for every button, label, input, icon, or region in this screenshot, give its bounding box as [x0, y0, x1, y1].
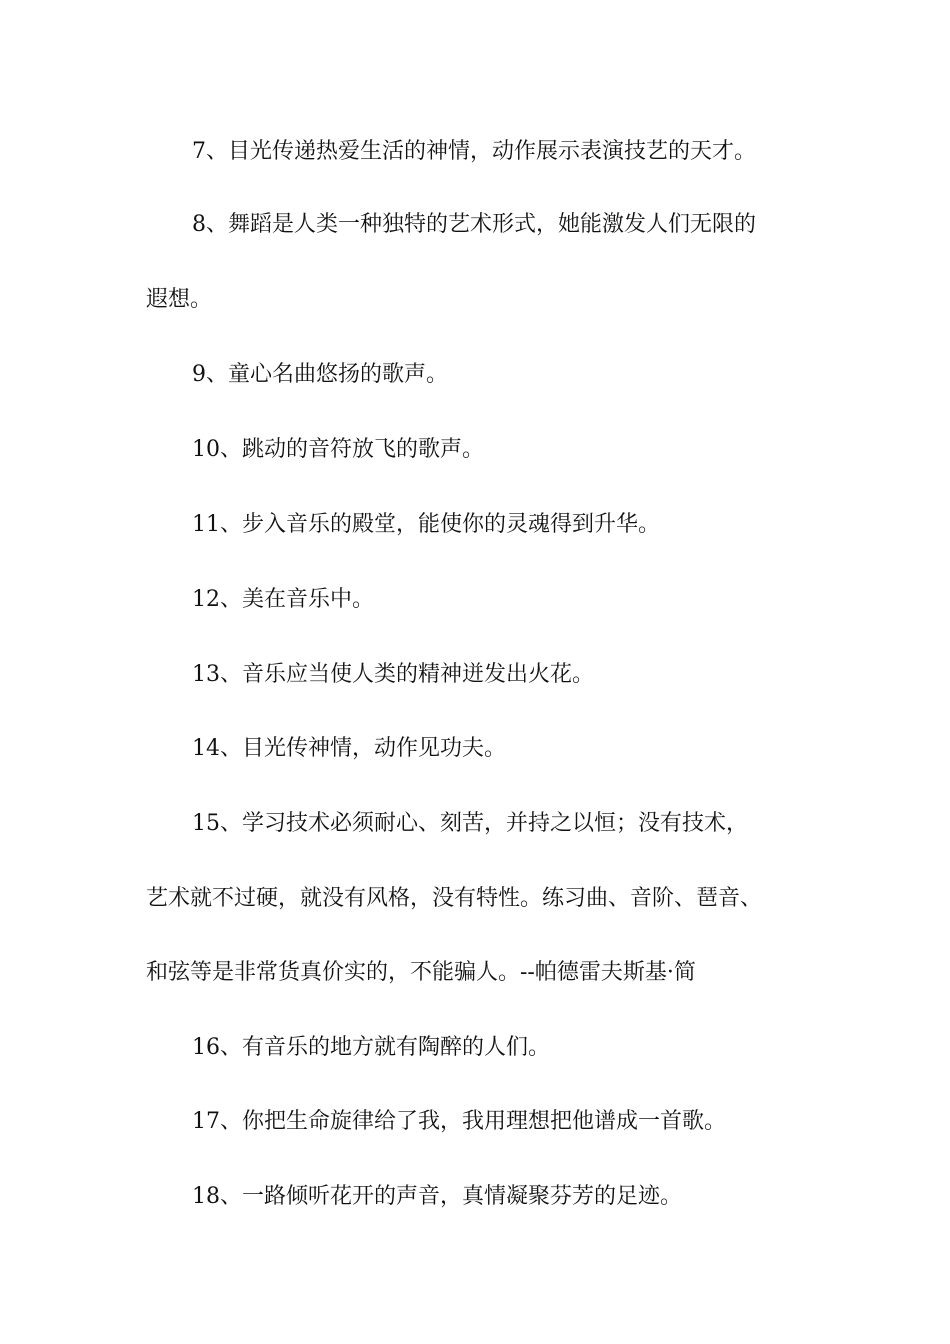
paragraph-line: 10、跳动的音符放飞的歌声。: [192, 437, 484, 462]
paragraph-line: 12、美在音乐中。: [192, 587, 374, 612]
paragraph-line: 8、舞蹈是人类一种独特的艺术形式，她能激发人们无限的: [192, 212, 756, 237]
paragraph-line: 18、一路倾听花开的声音，真情凝聚芬芳的足迹。: [192, 1184, 682, 1209]
paragraph-line: 17、你把生命旋律给了我，我用理想把他谱成一首歌。: [192, 1109, 726, 1134]
paragraph-line: 14、目光传神情，动作见功夫。: [192, 736, 506, 761]
paragraph-line: 艺术就不过硬，就没有风格，没有特性。练习曲、音阶、琶音、: [146, 886, 763, 911]
paragraph-line: 7、目光传递热爱生活的神情，动作展示表演技艺的天才。: [192, 139, 756, 164]
paragraph-line: 15、学习技术必须耐心、刻苦，并持之以恒；没有技术，: [192, 811, 748, 836]
paragraph-line: 11、步入音乐的殿堂，能使你的灵魂得到升华。: [192, 512, 660, 537]
paragraph-line: 16、有音乐的地方就有陶醉的人们。: [192, 1035, 550, 1060]
paragraph-line: 遐想。: [146, 287, 213, 312]
paragraph-line: 和弦等是非常货真价实的，不能骗人。--帕德雷夫斯基·简: [146, 960, 696, 985]
paragraph-line: 9、童心名曲悠扬的歌声。: [192, 362, 448, 387]
paragraph-line: 13、音乐应当使人类的精神迸发出火花。: [192, 662, 594, 687]
